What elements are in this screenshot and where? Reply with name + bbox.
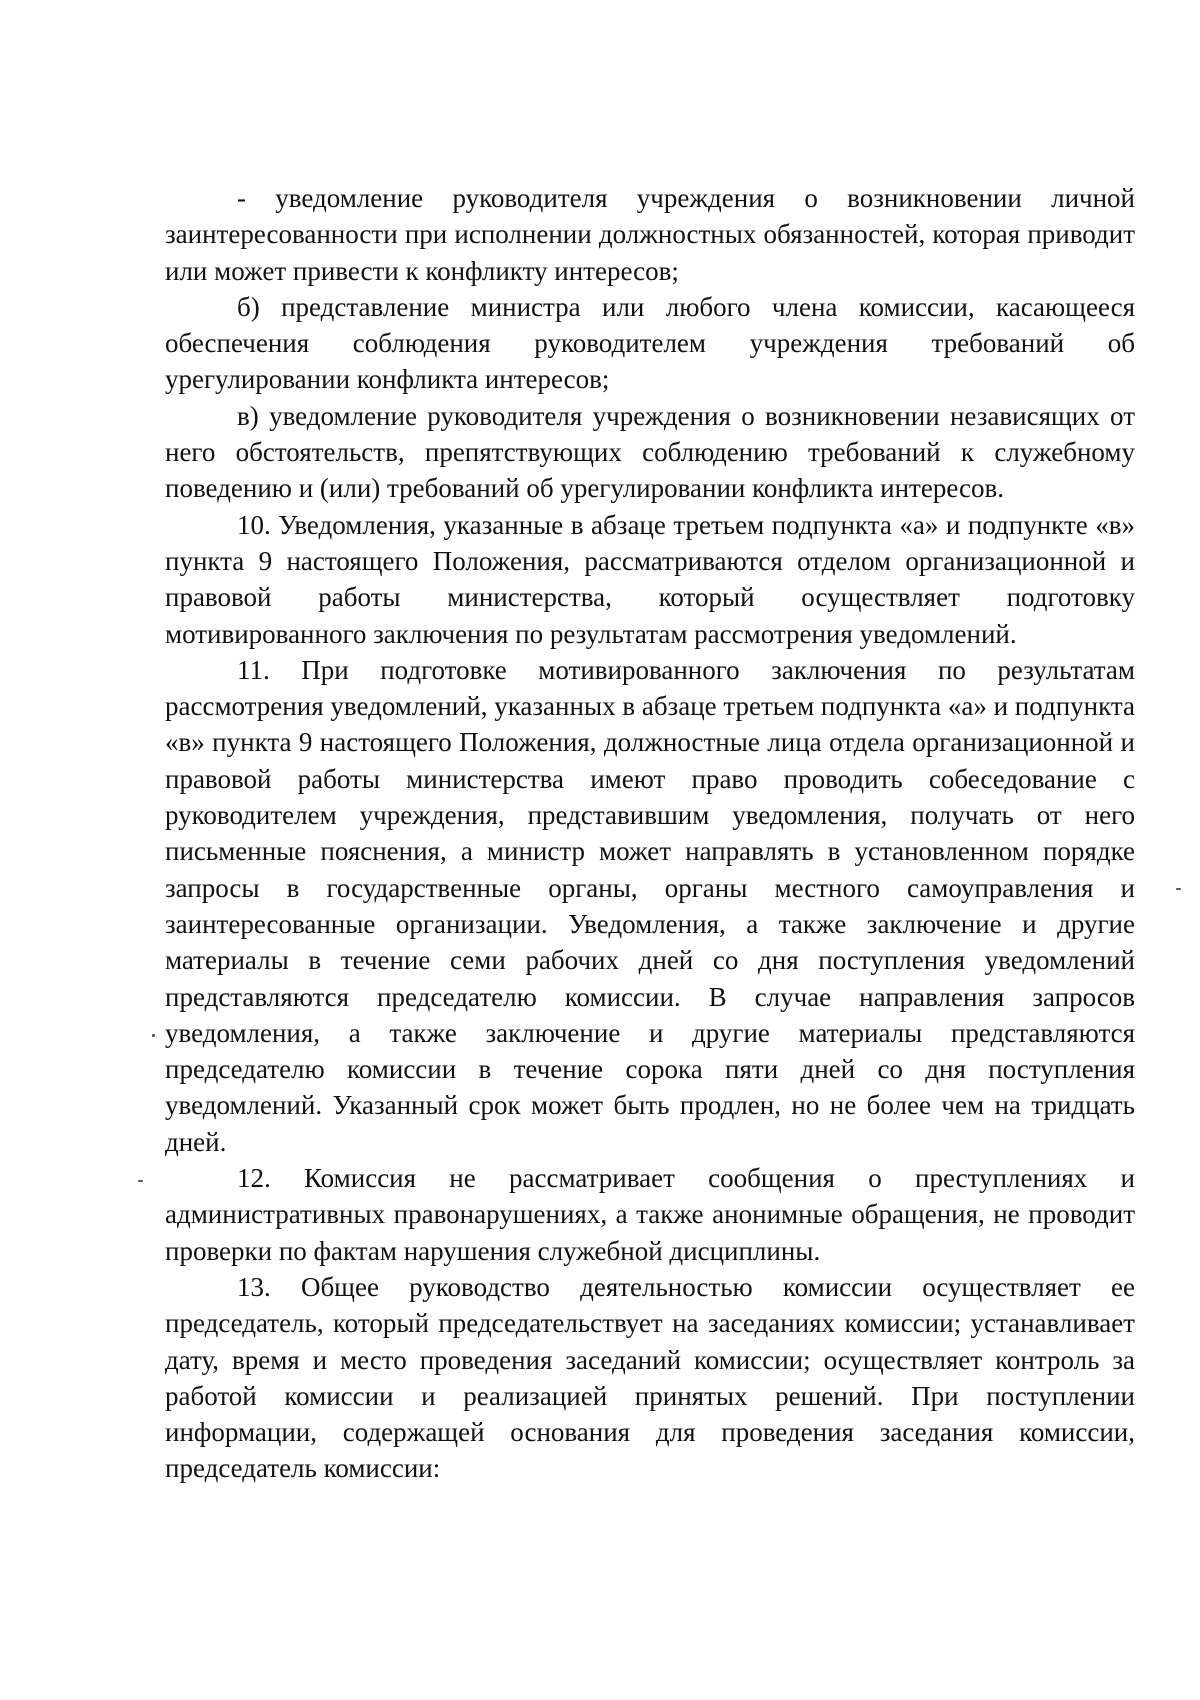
paragraph-item-13-chairman-duties: 13. Общее руководство деятельностью комиссии осуществляет ее председатель, который председательствует на заседаниях комиссии; устанавливает дату, время и место проведения заседаний комиссии; осуществляет контроль за работой комиссии и реализацией принятых решений. При поступлении информации, содержащей основания для проведения заседания комиссии, председатель комиссии: [165, 1271, 1135, 1484]
paragraph-item-11-motivated-conclusion: 11. При подготовке мотивированного заключения по результатам рассмотрения уведомлений, указанных в абзаце третьем подпункта «а» и подпункта «в» пункта 9 настоящего Положения, должностные лица отдела организационной и правовой работы министерства имеют право проводить собеседование с руководителем учреждения, представившим уведомления, получать от него письменные пояснения, а министр может направлять в установленном порядке запросы в государственные органы, органы местного самоуправления и заинтересованные организации. Уведомления, а также заключение и другие материалы в течение семи рабочих дней со дня поступления уведомлений представляются председателю комиссии. В случае направления запросов уведомления, а также заключение и другие материалы представляются председателю комиссии в течение сорока пяти дней со дня поступления уведомлений. Указанный срок может быть продлен, но не более чем на тридцать дней. [165, 654, 1135, 1157]
paragraph-item-b-minister-submission: б) представление министра или любого члена комиссии, касающееся обеспечения соблюдения руководителем учреждения требований об урегулировании конфликта интересов; [165, 291, 1135, 395]
paragraph-item-v-independent-circumstances: в) уведомление руководителя учреждения о возникновении независящих от него обстоятельств, препятствующих соблюдению требований к служебному поведению и (или) требований об урегулировании конфликта интересов. [165, 400, 1135, 504]
document-body [165, 180, 1135, 1487]
scan-speck [138, 1180, 143, 1182]
paragraph-item-12-commission-exclusions: 12. Комиссия не рассматривает сообщения о преступлениях и административных правонарушениях, а также анонимные обращения, не проводит проверки по фактам нарушения служебной дисциплины. [165, 1163, 1135, 1266]
paragraph-item-notification-personal-interest: - уведомление руководителя учреждения о возникновении личной заинтересованности при исполнении должностных обязанностей, которая приводит или может привести к конфликту интересов; [165, 183, 1135, 286]
scan-speck [152, 1034, 155, 1037]
scan-speck [1176, 888, 1181, 890]
paragraph-item-10-notifications-review: 10. Уведомления, указанные в абзаце третьем подпункта «а» и подпункте «в» пункта 9 настоящего Положения, рассматриваются отделом организационной и правовой работы министерства, который осуществляет подготовку мотивированного заключения по результатам рассмотрения уведомлений. [165, 509, 1135, 649]
